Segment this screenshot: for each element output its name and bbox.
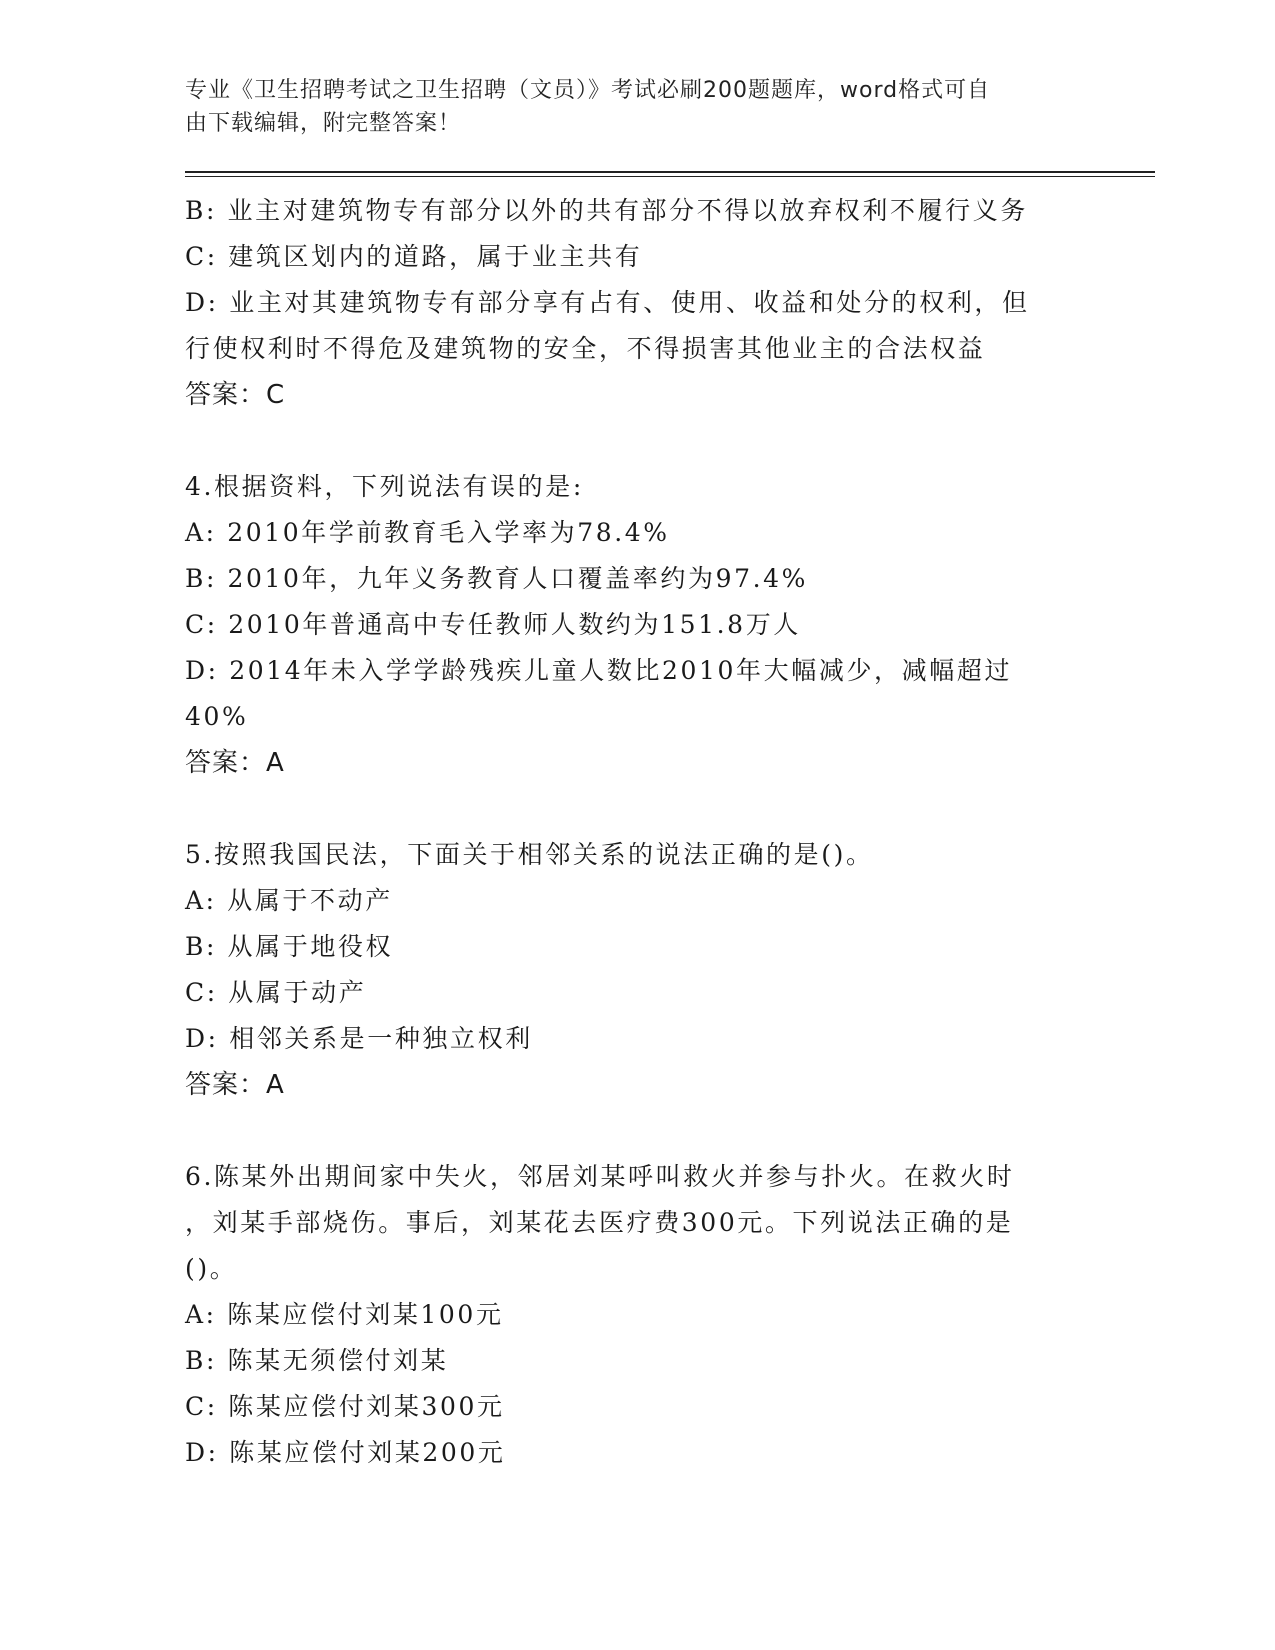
q6-option-a: A: 陈某应偿付刘某100元 <box>185 1300 504 1329</box>
spacer <box>185 418 1085 464</box>
question-4 <box>185 464 1085 786</box>
q6-stem-line-3: ()。 <box>185 1254 238 1283</box>
q4-answer: 答案：A <box>185 748 285 778</box>
header-line-2: 由下载编辑，附完整答案！ <box>185 111 462 136</box>
header-rule-thin <box>185 176 1155 177</box>
spacer <box>185 1108 1085 1154</box>
q4-option-b: B: 2010年，九年义务教育人口覆盖率约为97.4% <box>185 564 808 593</box>
q3-option-d-line-2: 行使权利时不得危及建筑物的安全，不得损害其他业主的合法权益 <box>185 334 986 363</box>
q5-stem: 5.按照我国民法，下面关于相邻关系的说法正确的是()。 <box>185 840 874 869</box>
question-6 <box>185 1154 1085 1476</box>
question-content <box>185 188 1085 1476</box>
q4-option-a: A: 2010年学前教育毛入学率为78.4% <box>185 518 670 547</box>
q3-option-b: B: 业主对建筑物专有部分以外的共有部分不得以放弃权利不履行义务 <box>185 196 1028 225</box>
question-5 <box>185 832 1085 1108</box>
q5-option-c: C: 从属于动产 <box>185 978 367 1007</box>
document-header <box>185 74 1065 140</box>
q3-option-d-line-1: D: 业主对其建筑物专有部分享有占有、使用、收益和处分的权利，但 <box>185 288 1030 317</box>
q3-answer: 答案：C <box>185 380 286 410</box>
question-3-tail <box>185 188 1085 418</box>
spacer <box>185 786 1085 832</box>
q5-option-b: B: 从属于地役权 <box>185 932 394 961</box>
q4-option-c: C: 2010年普通高中专任教师人数约为151.8万人 <box>185 610 801 639</box>
q3-option-c: C: 建筑区划内的道路，属于业主共有 <box>185 242 643 271</box>
q4-option-d-line-1: D: 2014年未入学学龄残疾儿童人数比2010年大幅减少，减幅超过 <box>185 656 1013 685</box>
q5-option-a: A: 从属于不动产 <box>185 886 393 915</box>
header-rule-thick <box>185 171 1155 173</box>
q4-stem: 4.根据资料，下列说法有误的是: <box>185 472 584 501</box>
q6-stem-line-2: ，刘某手部烧伤。事后，刘某花去医疗费300元。下列说法正确的是 <box>185 1208 1014 1237</box>
q6-option-b: B: 陈某无须偿付刘某 <box>185 1346 449 1375</box>
q6-option-c: C: 陈某应偿付刘某300元 <box>185 1392 505 1421</box>
q5-option-d: D: 相邻关系是一种独立权利 <box>185 1024 533 1053</box>
q5-answer: 答案：A <box>185 1070 285 1100</box>
header-line-1: 专业《卫生招聘考试之卫生招聘（文员）》考试必刷200题题库，word格式可自 <box>185 78 991 103</box>
q4-option-d-line-2: 40% <box>185 702 249 731</box>
q6-stem-line-1: 6.陈某外出期间家中失火，邻居刘某呼叫救火并参与扑火。在救火时 <box>185 1162 1015 1191</box>
q6-option-d: D: 陈某应偿付刘某200元 <box>185 1438 506 1467</box>
